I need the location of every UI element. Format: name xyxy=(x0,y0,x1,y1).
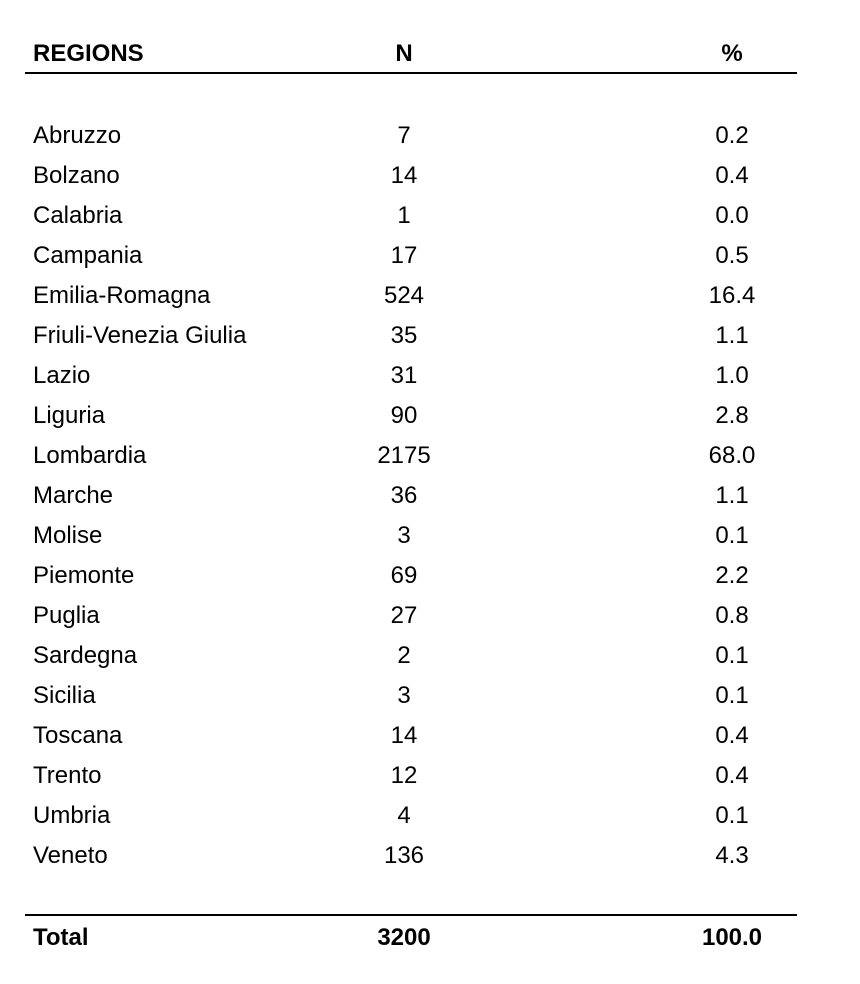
total-label: Total xyxy=(33,924,89,951)
table-body xyxy=(25,116,797,876)
table-row: Umbria 4 0.1 xyxy=(25,796,797,836)
region-name: Calabria xyxy=(33,202,123,229)
region-name: Umbria xyxy=(33,802,111,829)
table-row: Veneto 136 4.3 xyxy=(25,836,797,876)
table-row: Lazio 31 1.0 xyxy=(25,356,797,396)
total-row: Total 3200 100.0 xyxy=(25,918,797,958)
regions-table xyxy=(25,38,797,951)
table-row: Marche 36 1.1 xyxy=(25,476,797,516)
region-name: Campania xyxy=(33,242,143,269)
region-name: Puglia xyxy=(33,602,100,629)
table-row: Liguria 90 2.8 xyxy=(25,396,797,436)
table-row: Abruzzo 7 0.2 xyxy=(25,116,797,156)
table-row: Sicilia 3 0.1 xyxy=(25,676,797,716)
table-row: Piemonte 69 2.2 xyxy=(25,556,797,596)
region-name: Trento xyxy=(33,762,102,789)
region-name: Liguria xyxy=(33,402,106,429)
table-row: Friuli-Venezia Giulia 35 1.1 xyxy=(25,316,797,356)
region-name: Emilia-Romagna xyxy=(33,282,211,309)
total-divider xyxy=(25,914,797,916)
table-row: Molise 3 0.1 xyxy=(25,516,797,556)
region-name: Sardegna xyxy=(33,642,138,669)
table-row: Toscana 14 0.4 xyxy=(25,716,797,756)
table-row: Sardegna 2 0.1 xyxy=(25,636,797,676)
region-name: Abruzzo xyxy=(33,122,122,149)
table-row: Bolzano 14 0.4 xyxy=(25,156,797,196)
table-row: Lombardia 2175 68.0 xyxy=(25,436,797,476)
region-name: Marche xyxy=(33,482,114,509)
table-row: Emilia-Romagna 524 16.4 xyxy=(25,276,797,316)
region-name: Sicilia xyxy=(33,682,96,709)
table-header: REGIONS N % xyxy=(25,38,797,74)
region-name: Friuli-Venezia Giulia xyxy=(33,322,247,349)
table-row: Campania 17 0.5 xyxy=(25,236,797,276)
region-name: Lazio xyxy=(33,362,91,389)
region-name: Toscana xyxy=(33,722,123,749)
region-name: Molise xyxy=(33,522,103,549)
table-row: Puglia 27 0.8 xyxy=(25,596,797,636)
region-name: Veneto xyxy=(33,842,108,869)
table-row: Trento 12 0.4 xyxy=(25,756,797,796)
region-name: Lombardia xyxy=(33,442,147,469)
header-regions: REGIONS xyxy=(33,40,144,67)
region-name: Bolzano xyxy=(33,162,120,189)
table-row: Calabria 1 0.0 xyxy=(25,196,797,236)
region-name: Piemonte xyxy=(33,562,135,589)
